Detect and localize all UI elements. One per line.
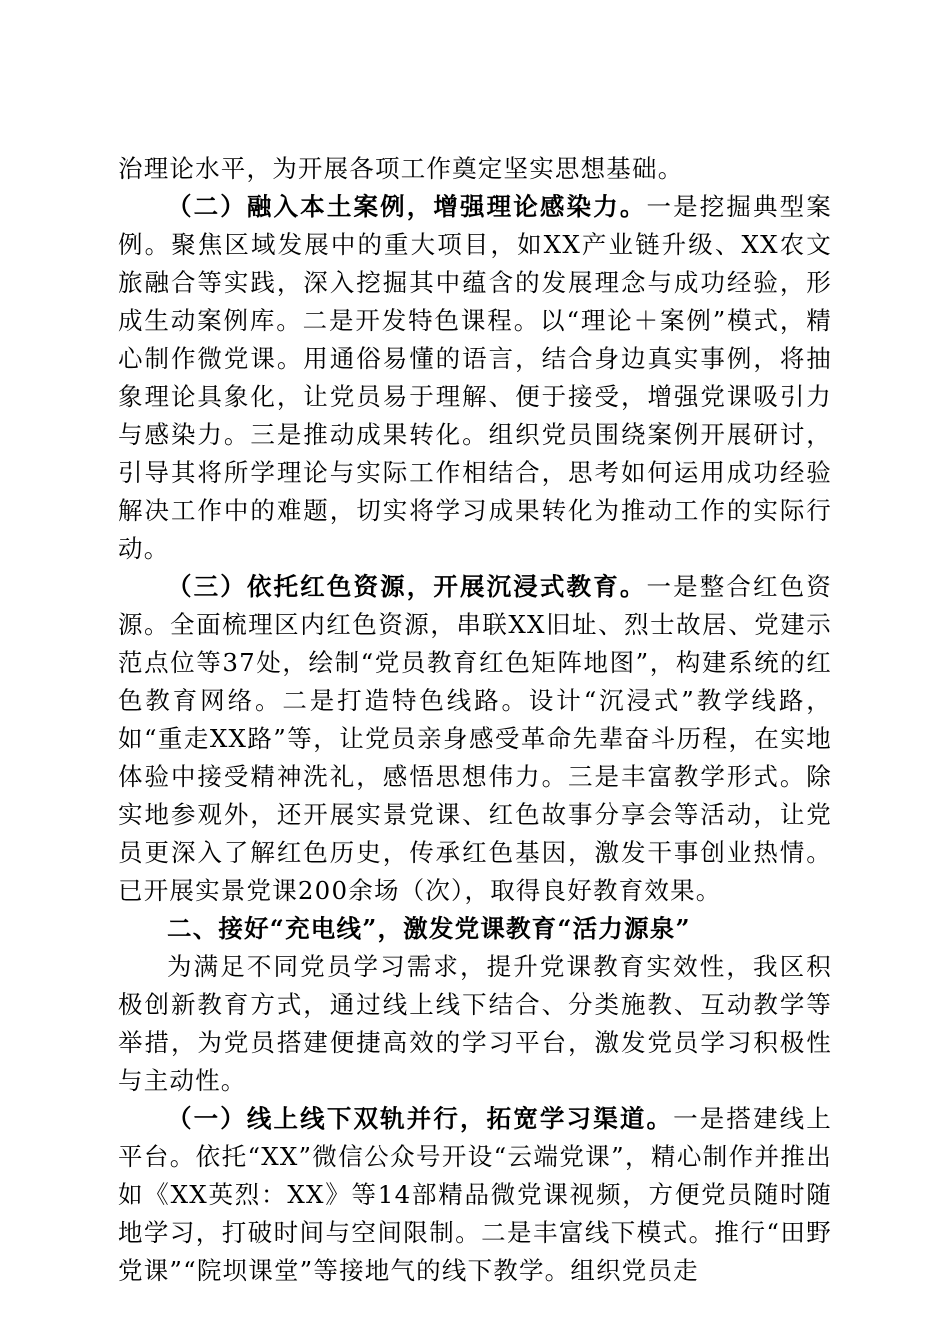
paragraph-text: 一是搭建线上平台。依托“XX”微信公众号开设“云端党课”，精心制作并推出如《XX英烈：XX》等14部精品微党课视频，方便党员随时随地学习，打破时间与空间限制。二是丰富线下模式。推行“田野党课”“院坝课堂”等接地气的线下教学。组织党员走 [118, 1104, 832, 1285]
paragraph-intro [118, 948, 832, 1100]
document-body [118, 150, 832, 1290]
paragraph-lead: （二）融入本土案例，增强理论感染力。 [167, 192, 647, 221]
paragraph-lead: （三）依托红色资源，开展沉浸式教育。 [167, 572, 647, 601]
paragraph-text: 治理论水平，为开展各项工作奠定坚实思想基础。 [118, 154, 684, 183]
paragraph-lead: （一）线上线下双轨并行，拓宽学习渠道。 [167, 1104, 674, 1133]
paragraph-online-offline [118, 1100, 832, 1290]
paragraph-text: 为满足不同党员学习需求，提升党课教育实效性，我区积极创新教育方式，通过线上线下结合、分类施教、互动教学等举措，为党员搭建便捷高效的学习平台，激发党员学习积极性与主动性。 [118, 952, 832, 1095]
paragraph-continuation [118, 150, 832, 188]
paragraph-local-cases [118, 188, 832, 568]
section-heading: 二、接好“充电线”，激发党课教育“活力源泉” [167, 914, 691, 943]
paragraph-text: 一是挖掘典型案例。聚焦区域发展中的重大项目，如XX产业链升级、XX农文旅融合等实践，深入挖掘其中蕴含的发展理念与成功经验，形成生动案例库。二是开发特色课程。以“理论＋案例”模式，精心制作微党课。用通俗易懂的语言，结合身边真实事例，将抽象理论具象化，让党员易于理解、便于接受，增强党课吸引力与感染力。三是推动成果转化。组织党员围绕案例开展研讨，引导其将所学理论与实际工作相结合，思考如何运用成功经验解决工作中的难题，切实将学习成果转化为推动工作的实际行动。 [118, 192, 832, 563]
paragraph-text: 一是整合红色资源。全面梳理区内红色资源，串联XX旧址、烈士故居、党建示范点位等37处，绘制“党员教育红色矩阵地图”，构建系统的红色教育网络。二是打造特色线路。设计“沉浸式”教学线路，如“重走XX路”等，让党员亲身感受革命先辈奋斗历程，在实地体验中接受精神洗礼，感悟思想伟力。三是丰富教学形式。除实地参观外，还开展实景党课、红色故事分享会等活动，让党员更深入了解红色历史，传承红色基因，激发干事创业热情。已开展实景党课200余场（次），取得良好教育效果。 [118, 572, 832, 905]
paragraph-red-resources [118, 568, 832, 910]
